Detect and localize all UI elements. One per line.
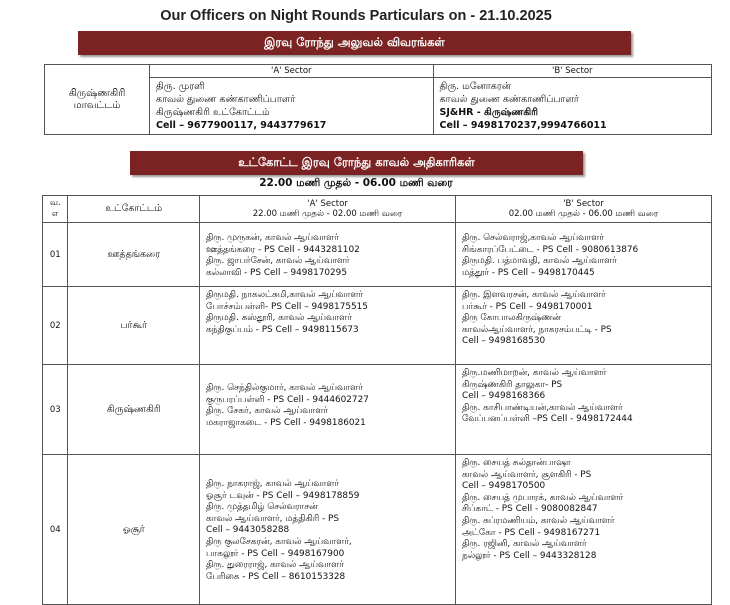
officer-line: ஓசூர் டவுன் - PS Cell – 9498178859 xyxy=(206,490,360,501)
officer-line: நல்லூர் - PS Cell – 9443328128 xyxy=(462,550,597,561)
officer-line: காவல் ஆய்வாளர், சூளகிரி - PS xyxy=(462,469,592,480)
officer-line: திரு குலசேகரன், காவல் ஆய்வாளர், xyxy=(206,536,352,547)
sector-a-officers xyxy=(200,455,456,605)
officer-line: காவல்ஆய்வாளர், நாகரசம்பட்டி - PS xyxy=(462,324,612,335)
serial-cell: 01 xyxy=(43,223,68,287)
officer-line: திரு கோபாலகிருஷ்ணன் xyxy=(462,313,561,324)
subdivision-name: கிருஷ்ணகிரி xyxy=(68,365,200,455)
officer-line: திருமதி. கஸ்தூரி, காவல் ஆய்வாளர் xyxy=(206,313,352,324)
col-serial-header xyxy=(43,196,68,223)
table-row xyxy=(43,223,712,287)
officer-line: கந்திகுப்பம் - PS Cell – 9498115673 xyxy=(206,324,359,335)
col-sector-b-header xyxy=(456,196,712,223)
page-title: Our Officers on Night Rounds Particulars on - 21.10.2025 xyxy=(160,8,552,24)
officer-line: பாகலூர் - PS Cell – 9498167900 xyxy=(206,548,345,559)
sector-a-officers xyxy=(200,365,456,455)
sector-a-title: 'A' Sector xyxy=(307,198,348,209)
officer-line: திரு. ஜாபர்சேன், காவல் ஆய்வாளர் xyxy=(206,256,350,267)
subdivision-banner: உட்கோட்ட இரவு ரோந்து காவல் அதிகாரிகள் xyxy=(130,151,583,175)
serial-cell: 02 xyxy=(43,287,68,365)
officer-line: Cell – 9498170237,9994766011 xyxy=(439,120,607,131)
officer-line: திரு. நாகராஜ், காவல் ஆய்வாளர் xyxy=(206,479,340,489)
officer-line: போச்சம்பள்ளி- PS Cell – 9498175515 xyxy=(206,301,368,312)
sector-a-time: 22.00 மணி முதல் - 02.00 மணி வரை xyxy=(252,208,403,219)
officer-line: குருபரப்பள்ளி - PS Cell - 9444602727 xyxy=(206,394,369,405)
officer-line: திரு. சையத் சுல்தான்பாஷா xyxy=(462,458,571,468)
sector-a-officers xyxy=(200,223,456,287)
sector-a-officer xyxy=(150,78,434,135)
officer-line: மத்தூர் - PS Cell – 9498170445 xyxy=(462,267,595,278)
night-rounds-banner: இரவு ரோந்து அலுவல் விவரங்கள் xyxy=(78,31,631,55)
sector-b-officers xyxy=(456,287,712,365)
serial-cell: 03 xyxy=(43,365,68,455)
subdivision-name: பர்கூர் xyxy=(68,287,200,365)
officer-line: திருமதி. பத்மாவதி, காவல் ஆய்வாளர் xyxy=(462,256,617,267)
officer-line: பேரிகை - PS Cell – 8610153328 xyxy=(206,571,346,582)
officer-line: திரு. மனோகரன் xyxy=(439,81,511,92)
subdivision-officers-table xyxy=(42,195,712,605)
subdivision-rows xyxy=(43,223,712,605)
officer-line: திரு. ரஜினி, காவல் ஆய்வாளர் xyxy=(462,539,587,550)
officer-line: திரு. காசிபாண்டியன்,காவல் ஆய்வாளர் xyxy=(462,402,623,413)
district-line: கிருஷ்ணகிரி xyxy=(68,87,126,99)
officer-line: காவல் துணை கண்காணிப்பாளர் xyxy=(156,94,296,105)
sector-b-time: 02.00 மணி முதல் - 06.00 மணி வரை xyxy=(508,208,659,219)
district-cell xyxy=(45,65,150,135)
district-officers-table xyxy=(44,64,712,135)
sector-b-officers xyxy=(456,365,712,455)
officer-line: திரு. சையத் முபாரக், காவல் ஆய்வாளர் xyxy=(462,492,624,503)
subdivision-name: ஓசூர் xyxy=(68,455,200,605)
officer-line: திரு. இளவரசன், காவல் ஆய்வாளர் xyxy=(462,290,606,300)
officer-line: Cell – 9498168530 xyxy=(462,336,546,347)
officer-line: திரு. துரைராஜ், காவல் ஆய்வாளர் xyxy=(206,560,344,571)
officer-line: திருமதி. நாகலட்சுமி,காவல் ஆய்வாளர் xyxy=(206,290,363,300)
subdivision-name: ஊத்தங்கரை xyxy=(68,223,200,287)
officer-line: அட்கோ - PS Cell - 9498167271 xyxy=(462,527,601,538)
officer-line: Cell – 9498170500 xyxy=(462,481,546,492)
time-range: 22.00 மணி முதல் - 06.00 மணி வரை xyxy=(259,177,453,189)
col-subdivision-header: உட்கோட்டம் xyxy=(68,196,200,223)
sector-a-header: 'A' Sector xyxy=(150,65,434,78)
officer-line: கிருஷ்ணகிரி தாலுகா- PS xyxy=(462,379,563,390)
officer-line: பர்கூர் - PS Cell – 9498170001 xyxy=(462,301,593,312)
district-line: மாவட்டம் xyxy=(73,99,121,111)
officer-line: SJ&HR - கிருஷ்ணகிரி xyxy=(439,107,538,118)
officer-line: மகராஜாகடை - PS Cell - 9498186021 xyxy=(206,417,366,428)
officer-line: திரு. முருகன், காவல் ஆய்வாளர் xyxy=(206,233,339,243)
sector-b-title: 'B' Sector xyxy=(563,198,604,209)
sector-b-officers xyxy=(456,223,712,287)
officer-line: வேப்பனப்பள்ளி –PS Cell - 9498172444 xyxy=(462,414,633,425)
sector-b-officers xyxy=(456,455,712,605)
officer-line: திரு. செல்வராஜ்,காவல் ஆய்வாளர் xyxy=(462,233,604,243)
officer-line: சிங்காரப்பேட்டை - PS Cell - 9080613876 xyxy=(462,244,639,255)
sector-b-header: 'B' Sector xyxy=(433,65,711,78)
officer-line: ஊத்தங்கரை - PS Cell - 9443281102 xyxy=(206,244,360,255)
officer-line: திரு. சுப்ரமணியம், காவல் ஆய்வாளர் xyxy=(462,515,615,526)
officer-line: Cell – 9677900117, 9443779617 xyxy=(156,120,327,131)
officer-line: காவல் ஆய்வாளர், மத்திகிரி - PS xyxy=(206,513,339,524)
sector-b-officer xyxy=(433,78,711,135)
table-row xyxy=(43,287,712,365)
officer-line: காவல் துணை கண்காணிப்பாளர் xyxy=(439,94,579,105)
officer-line: திரு. முரளி xyxy=(156,81,205,92)
table-row xyxy=(43,455,712,605)
serial-header-text: வ. எ xyxy=(49,198,61,219)
officer-line: திரு. முத்தமிழ் செல்வராசன் xyxy=(206,502,318,513)
officer-line: சிப்காட் - PS Cell - 9080082847 xyxy=(462,504,598,515)
officer-line: Cell – 9443058288 xyxy=(206,525,290,536)
officer-line: கல்லாவி - PS Cell – 9498170295 xyxy=(206,267,347,278)
sector-a-officers xyxy=(200,287,456,365)
officer-line: கிருஷ்ணகிரி உட்கோட்டம் xyxy=(156,107,270,118)
serial-cell: 04 xyxy=(43,455,68,605)
officer-line: திரு.மணிமாறன், காவல் ஆய்வாளர் xyxy=(462,368,607,378)
col-sector-a-header xyxy=(200,196,456,223)
officer-line: திரு. செந்தில்குமார், காவல் ஆய்வாளர் xyxy=(206,383,363,393)
officer-line: திரு. சேகர், காவல் ஆய்வாளர் xyxy=(206,406,328,417)
table-row xyxy=(43,365,712,455)
officer-line: Cell – 9498168366 xyxy=(462,391,546,402)
